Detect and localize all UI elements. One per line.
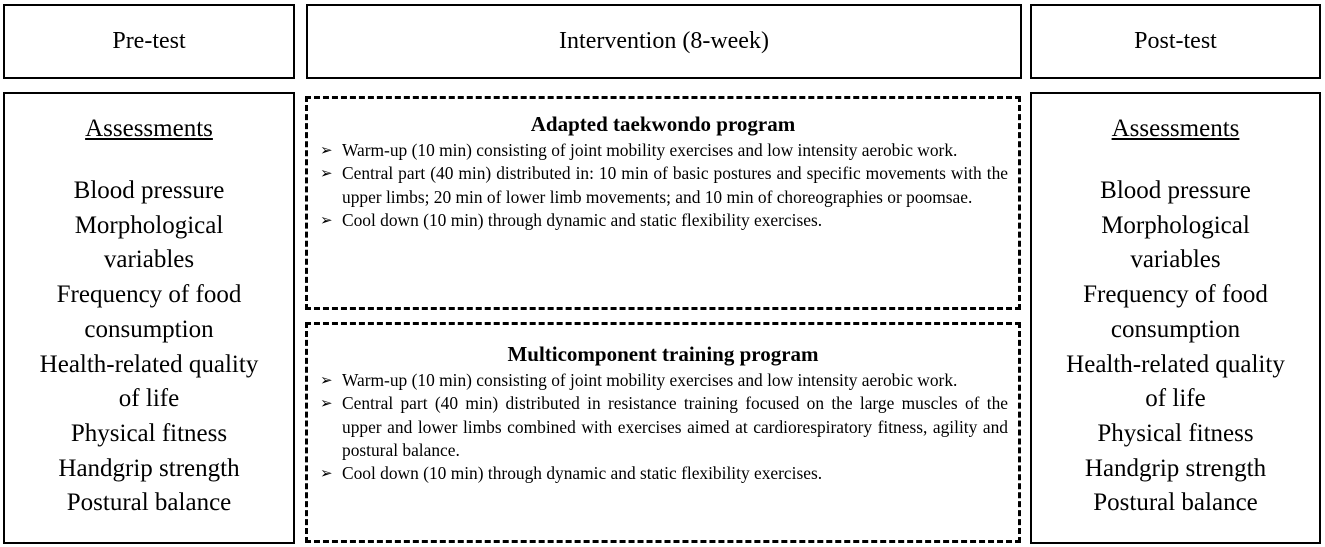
post-assessment-item: consumption — [1110, 315, 1241, 343]
pre-assessment-item: consumption — [84, 315, 214, 343]
pre-assessment-item: Health-related quality — [39, 350, 259, 378]
pre-assessment-item: Frequency of food — [56, 281, 242, 309]
pre-assessment-item: variables — [103, 246, 195, 274]
taekwondo-item-text: Cool down (10 min) through dynamic and static flexibility exercises. — [342, 209, 823, 230]
post-assessment-item: Postural balance — [1093, 489, 1258, 517]
post-assessment-item: Morphological — [1101, 211, 1250, 239]
taekwondo-item-cool-down — [320, 209, 1008, 232]
arrow-bullet-icon: ➢ — [320, 371, 333, 389]
taekwondo-item-central — [320, 162, 1008, 209]
post-assessment-item: Blood pressure — [1100, 177, 1251, 204]
pre-assessment-item: of life — [118, 385, 180, 413]
pre-test-label: Pre-test — [112, 28, 186, 54]
multicomponent-item-warm-up — [320, 369, 1008, 392]
multicomponent-item-text: Cool down (10 min) through dynamic and static flexibility exercises. — [342, 463, 823, 484]
arrow-bullet-icon: ➢ — [320, 464, 333, 483]
pre-assessment-item: Physical fitness — [70, 419, 228, 447]
taekwondo-item-warm-up — [320, 139, 1008, 162]
pre-assessment-item: Morphological — [74, 211, 224, 239]
pre-assessments-title: Assessments — [85, 115, 213, 142]
pre-assessment-item: Postural balance — [66, 489, 232, 517]
post-test-assessments-box — [1030, 92, 1321, 544]
intervention-header — [306, 4, 1022, 79]
arrow-bullet-icon: ➢ — [320, 394, 333, 413]
taekwondo-program-title: Adapted taekwondo program — [530, 112, 796, 136]
multicomponent-item-text: Warm-up (10 min) consisting of joint mobility exercises and low intensity aerobic work. — [342, 370, 958, 390]
post-assessments-title: Assessments — [1111, 115, 1240, 142]
post-assessment-item: variables — [1130, 246, 1221, 274]
arrow-bullet-icon: ➢ — [320, 164, 333, 183]
post-assessments-list — [1032, 174, 1319, 521]
taekwondo-item-text: Central part (40 min) distributed in: 10 min of basic postures and specific movements with the upper limbs; 20 min of lower limb movements; and 10 min of choreographies or poomsae. — [342, 163, 1008, 207]
post-assessment-item: Physical fitness — [1097, 419, 1254, 447]
post-test-header — [1030, 4, 1321, 79]
multicomponent-item-cool-down — [320, 462, 1008, 485]
taekwondo-item-text: Warm-up (10 min) consisting of joint mobility exercises and low intensity aerobic work. — [342, 140, 958, 160]
multicomponent-program-list — [308, 369, 1018, 485]
taekwondo-program-box — [305, 96, 1021, 310]
post-assessment-item: Health-related quality — [1066, 350, 1285, 378]
post-test-label: Post-test — [1134, 28, 1217, 54]
post-assessment-item: of life — [1145, 385, 1206, 413]
pre-test-header — [3, 4, 295, 79]
arrow-bullet-icon: ➢ — [320, 210, 333, 229]
intervention-label: Intervention (8-week) — [559, 28, 769, 54]
arrow-bullet-icon: ➢ — [320, 141, 333, 159]
post-assessment-item: Handgrip strength — [1084, 454, 1267, 482]
multicomponent-item-text: Central part (40 min) distributed in resistance training focused on the large muscles of the upper and lower limbs combined with exercises aimed at cardiorespiratory fitness, agility and postural balance. — [342, 393, 1008, 460]
multicomponent-program-box — [305, 322, 1021, 543]
multicomponent-program-title: Multicomponent training program — [507, 342, 819, 366]
taekwondo-program-list — [308, 139, 1018, 232]
post-assessment-item: Frequency of food — [1083, 281, 1268, 309]
pre-test-assessments-box — [3, 92, 295, 544]
pre-assessment-item: Blood pressure — [73, 177, 225, 204]
multicomponent-item-central — [320, 392, 1008, 462]
pre-assessments-list — [5, 174, 293, 521]
pre-assessment-item: Handgrip strength — [58, 454, 240, 482]
